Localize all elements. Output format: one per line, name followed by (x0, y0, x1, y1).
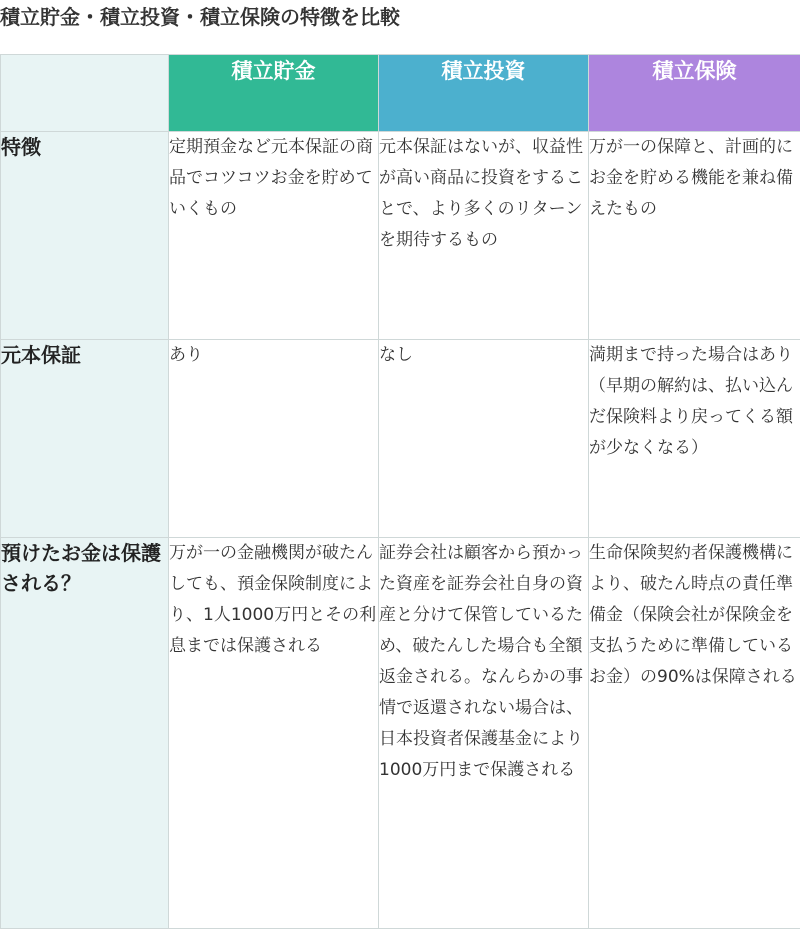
cell-features-invest: 元本保証はないが、収益性が高い商品に投資をすることで、より多くのリターンを期待するもの (379, 132, 589, 340)
table-row (1, 538, 800, 929)
header-tsumitate-hoken: 積立保険 (589, 55, 800, 132)
table-header-row (1, 55, 800, 132)
row-label-principal-guarantee: 元本保証 (1, 340, 169, 538)
cell-principal-savings: あり (169, 340, 379, 538)
cell-features-savings: 定期預金など元本保証の商品でコツコツお金を貯めていくもの (169, 132, 379, 340)
table-row (1, 340, 800, 538)
cell-features-insurance: 万が一の保障と、計画的にお金を貯める機能を兼ね備えたもの (589, 132, 800, 340)
cell-principal-invest: なし (379, 340, 589, 538)
header-tsumitate-toushi: 積立投資 (379, 55, 589, 132)
cell-protection-invest: 証券会社は顧客から預かった資産を証券会社自身の資産と分けて保管しているため、破たんした場合も全額返金される。なんらかの事情で返還されない場合は、日本投資者保護基金により1000万円まで保護される (379, 538, 589, 929)
page-title: 積立貯金・積立投資・積立保険の特徴を比較 (0, 0, 400, 34)
header-corner-cell (1, 55, 169, 132)
comparison-table (0, 54, 800, 929)
cell-protection-savings: 万が一の金融機関が破たんしても、預金保険制度により、1人1000万円とその利息までは保護される (169, 538, 379, 929)
row-label-features: 特徴 (1, 132, 169, 340)
cell-protection-insurance: 生命保険契約者保護機構により、破たん時点の責任準備金（保険会社が保険金を支払うために準備しているお金）の90%は保障される (589, 538, 800, 929)
cell-principal-insurance: 満期まで持った場合はあり（早期の解約は、払い込んだ保険料より戻ってくる額が少なくなる） (589, 340, 800, 538)
table-row (1, 132, 800, 340)
header-tsumitate-chokin: 積立貯金 (169, 55, 379, 132)
row-label-protection: 預けたお金は保護される？ (1, 538, 169, 929)
